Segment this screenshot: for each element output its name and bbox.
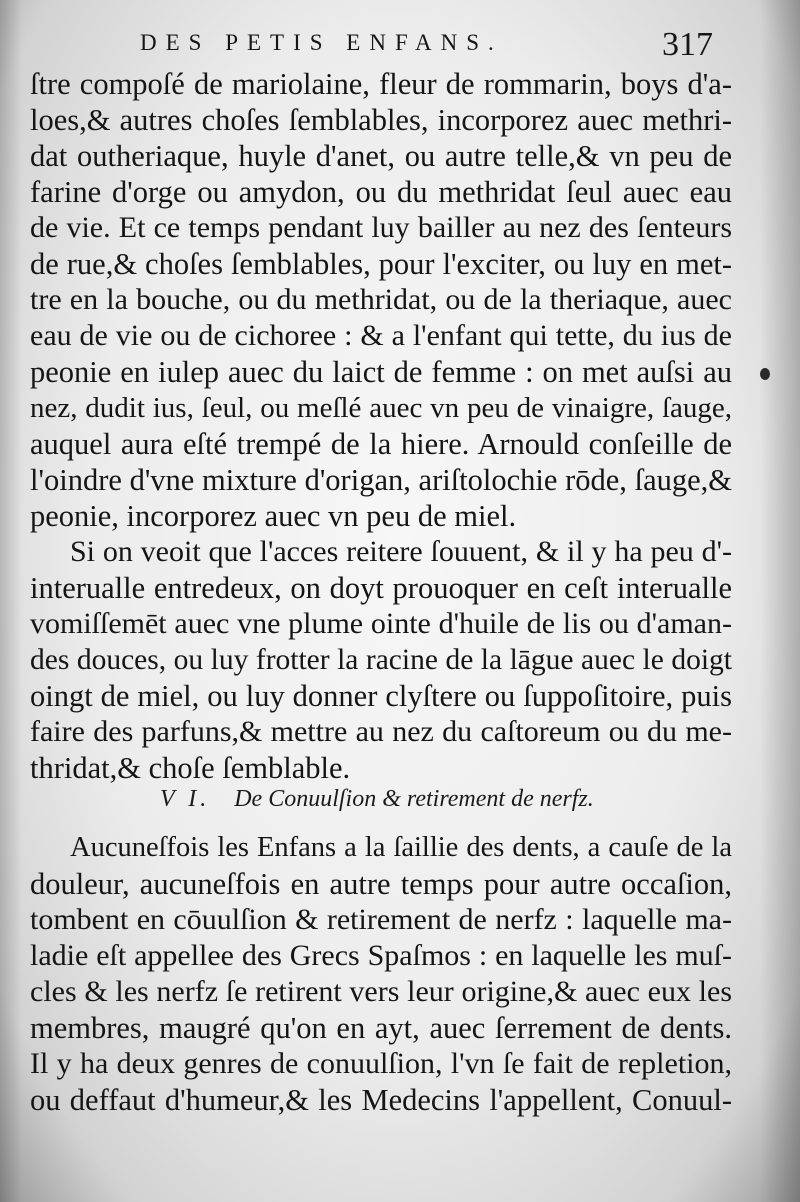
text-line: oingt de miel, ou luy donner clyſtere ou ſuppoſitoire, puis [30,679,732,713]
text-line: eau de vie ou de cichoree : & a l'enfant qui tette, du ius de [30,319,732,352]
text-line: peonie en iulep auec du laict de femme : on met auſsi au [30,355,732,389]
text-line: farine d'orge ou amydon, ou du methridat ſeul auec eau [30,175,732,209]
text-line: Il y ha deux genres de conuulſion, l'vn ſe fait de repletion, [30,1047,732,1080]
text-line: loes,& autres choſes ſemblables, incorporez auec methri- [30,103,732,137]
section-number: V I. [160,786,211,812]
text-line: de vie. Et ce temps pendant luy bailler au nez des ſenteurs [30,211,732,244]
running-head [0,26,800,66]
text-line: thridat,& choſe ſemblable. [30,751,351,785]
text-line: Si on veoit que l'acces reitere ſouuent, & il y ha peu d'- [70,535,732,568]
running-head-title: DES PETIS ENFANS. [140,30,503,55]
text-line: membres, maugré qu'on en ayt, auec ſerrement de dents. [30,1011,732,1045]
text-line: vomiſſemēt auec vne plume ointe d'huile de lis ou d'aman- [30,607,732,640]
text-line: des douces, ou luy frotter la racine de la lāgue auec le doigt [30,644,732,676]
text-line: cles & les nerfz ſe retirent vers leur origine,& auec eux les [30,975,732,1008]
page-gutter-shadow [0,0,22,1202]
text-line: nez, dudit ius, ſeul, ou meſlé auec vn peu de vinaigre, ſauge, [30,392,732,424]
text-line: auquel aura eſté trempé de la hiere. Arnould conſeille de [30,427,732,461]
page-number: 317 [662,26,713,63]
text-line: ladie eſt appellee des Grecs Spaſmos : en laquelle les muſ- [30,939,732,972]
text-line: de rue,& choſes ſemblables, pour l'exciter, ou luy en met- [30,247,732,281]
section-title: De Conuulſion & retirement de nerfz. [234,786,594,812]
text-line: faire des parfuns,& mettre au nez du caſtoreum ou du me- [30,715,732,748]
page-edge-shadow [760,0,800,1202]
text-line: dat outheriaque, huyle d'anet, ou autre telle,& vn peu de [30,139,732,173]
text-line: interualle entredeux, on doyt prouoquer en ceſt interualle [30,571,732,605]
text-line: l'oindre d'vne mixture d'origan, ariſtolochie rōde, ſauge,& [30,463,732,497]
text-line: tombent en cōuulſion & retirement de nerfz : laquelle ma- [30,903,732,936]
text-line: ou deffaut d'humeur,& les Medecins l'appellent, Conuul- [30,1083,732,1117]
text-line: ſtre compoſé de mariolaine, fleur de rommarin, boys d'a- [30,67,732,101]
ink-spot [760,368,770,380]
text-line: peonie, incorporez auec vn peu de miel. [30,499,517,533]
text-line: Aucuneſfois les Enfans a la ſaillie des dents, a cauſe de la [70,832,732,863]
section-heading [160,786,594,813]
text-line: douleur, aucuneſfois en autre temps pour autre occaſion, [30,867,732,901]
text-line: tre en la bouche, ou du methridat, ou de la theriaque, auec [30,283,732,316]
